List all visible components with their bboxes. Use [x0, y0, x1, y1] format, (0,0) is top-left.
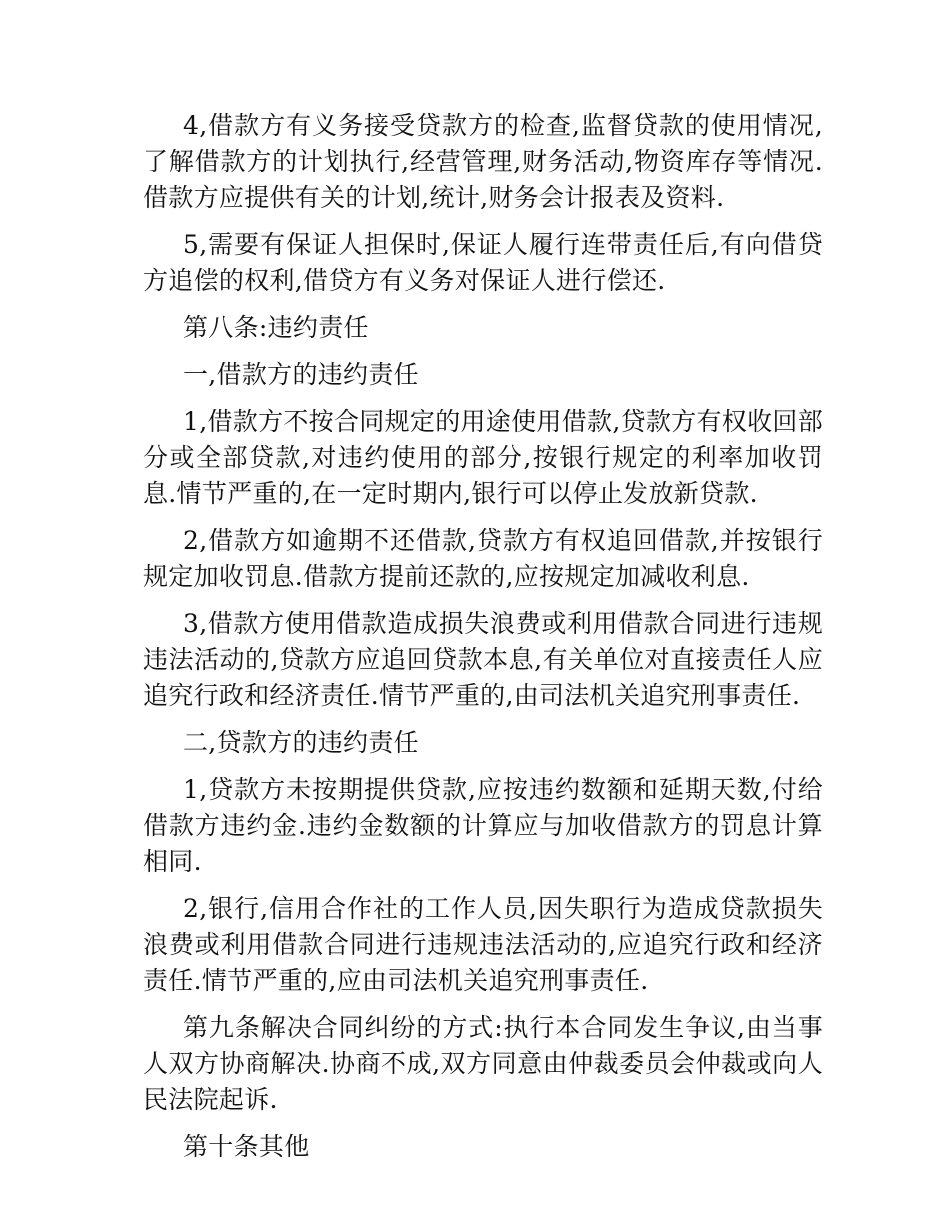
section-borrower-liability-heading: 一,借款方的违约责任 — [183, 360, 419, 389]
article-9-dispute-resolution: 第九条解决合同纠纷的方式:执行本合同发生争议,由当事人双方协商解决.协商不成,双方同意由仲裁委员会仲裁或向人民法院起诉. — [143, 1013, 823, 1114]
paragraph-clause-4-inspection: 4,借款方有义务接受贷款方的检查,监督贷款的使用情况,了解借款方的计划执行,经营管理,财务活动,物资库存等情况.借款方应提供有关的计划,统计,财务会计报表及资料. — [143, 111, 823, 212]
paragraph-clause-5-guarantor: 5,需要有保证人担保时,保证人履行连带责任后,有向借贷方追偿的权利,借贷方有义务对保证人进行偿还. — [143, 230, 823, 295]
section-lender-liability-heading: 二,贷款方的违约责任 — [183, 728, 419, 757]
document-body — [143, 108, 823, 1176]
paragraph-borrower-liability-3: 3,借款方使用借款造成损失浪费或利用借款合同进行违规违法活动的,贷款方应追回贷款本息,有关单位对直接责任人应追究行政和经济责任.情节严重的,由司法机关追究刑事责任. — [143, 609, 823, 710]
article-8-heading: 第八条:违约责任 — [183, 313, 369, 342]
article-10-heading: 第十条其他 — [183, 1132, 310, 1161]
paragraph-lender-liability-1: 1,贷款方未按期提供贷款,应按违约数额和延期天数,付给借款方违约金.违约金数额的计算应与加收借款方的罚息计算相同. — [143, 775, 823, 876]
paragraph-lender-liability-2: 2,银行,信用合作社的工作人员,因失职行为造成贷款损失浪费或利用借款合同进行违规违法活动的,应追究行政和经济责任.情节严重的,应由司法机关追究刑事责任. — [143, 894, 823, 995]
paragraph-borrower-liability-1: 1,借款方不按合同规定的用途使用借款,贷款方有权收回部分或全部贷款,对违约使用的部分,按银行规定的利率加收罚息.情节严重的,在一定时期内,银行可以停止发放新贷款. — [143, 407, 823, 508]
paragraph-borrower-liability-2: 2,借款方如逾期不还借款,贷款方有权追回借款,并按银行规定加收罚息.借款方提前还款的,应按规定加减收利息. — [143, 526, 823, 591]
